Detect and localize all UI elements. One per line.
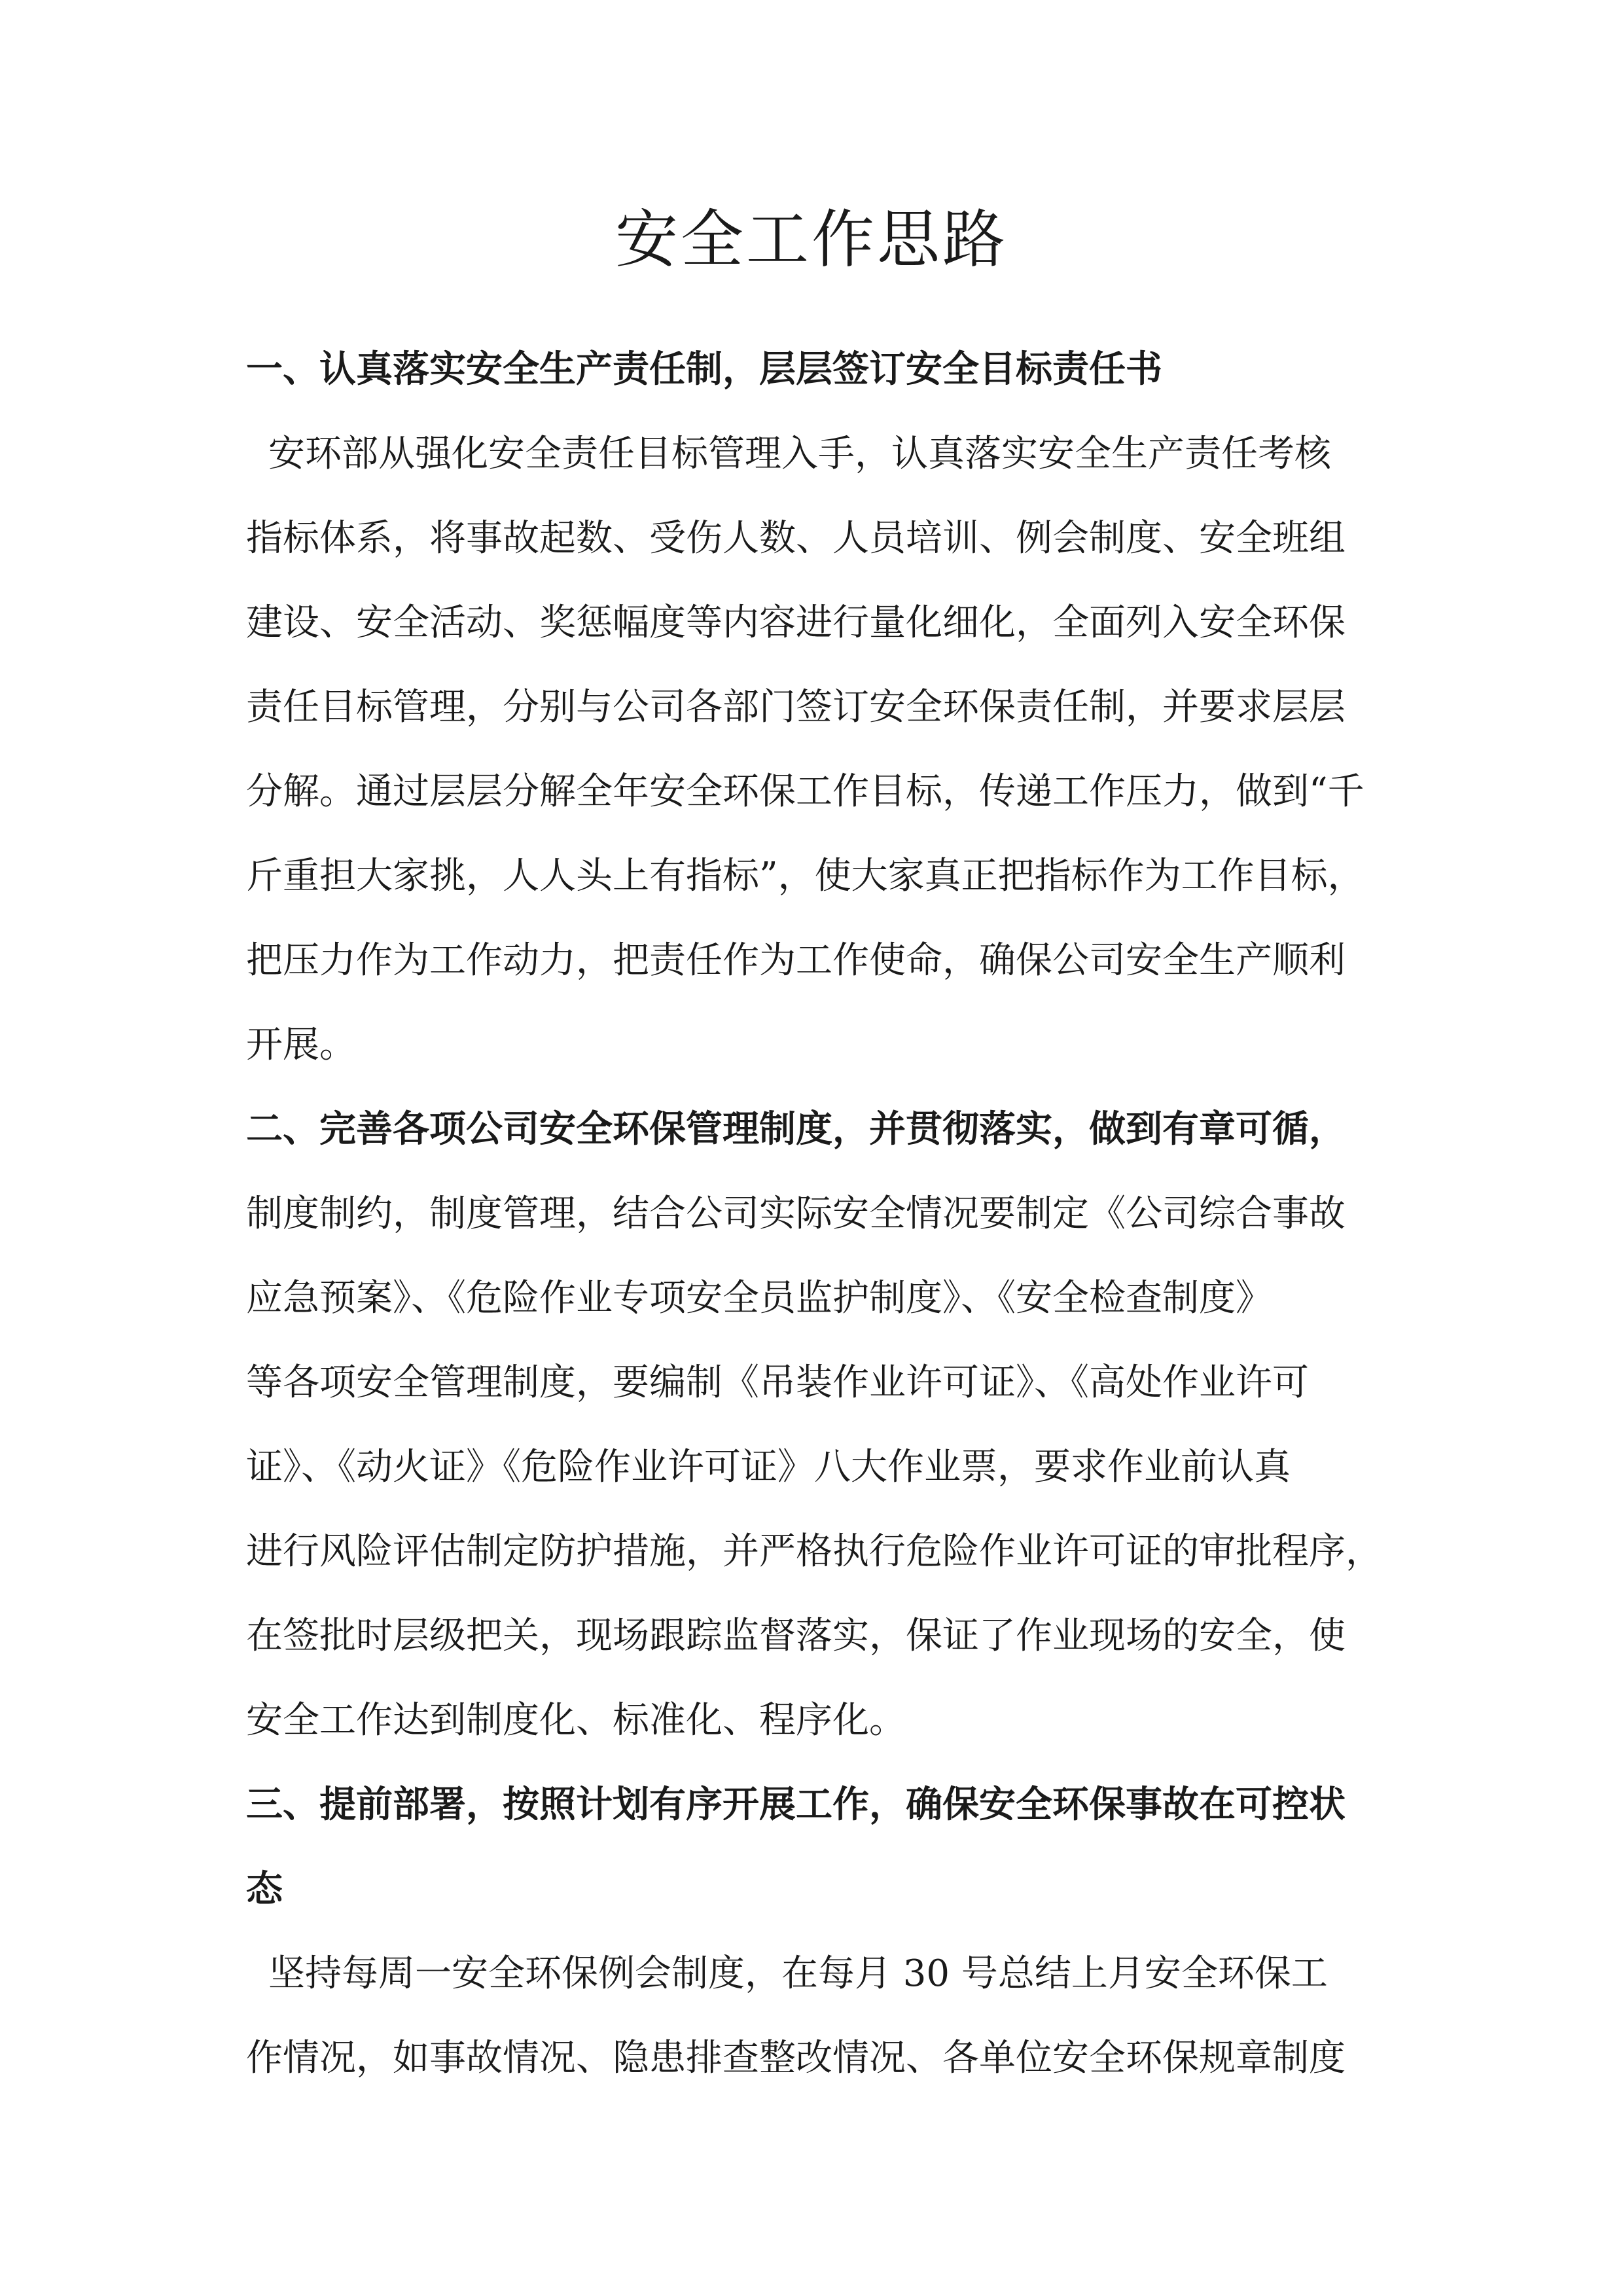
section-2: [246, 1087, 1404, 1763]
paragraph-line: 制度制约，制度管理，结合公司实际安全情况要制定《公司综合事故: [246, 1193, 1346, 1235]
section-3-heading: 态: [246, 1867, 283, 1910]
section-3-heading: 三、提前部署，按照计划有序开展工作，确保安全环保事故在可控状: [246, 1783, 1346, 1826]
section-1-heading: 一、认真落实安全生产责任制，层层签订安全目标责任书: [246, 348, 1162, 391]
section-1: [246, 327, 1404, 1087]
paragraph-line: 安全工作达到制度化、标准化、程序化。: [246, 1699, 906, 1742]
paragraph-line: 指标体系，将事故起数、受伤人数、人员培训、例会制度、安全班组: [246, 517, 1346, 560]
document-title: 安全工作思路: [615, 203, 1008, 276]
paragraph-line: 坚持每周一安全环保例会制度，在每月 30 号总结上月安全环保工: [268, 1952, 1328, 1995]
paragraph-line: 安环部从强化安全责任目标管理入手，认真落实安全生产责任考核: [268, 433, 1331, 475]
paragraph-line: 应急预案》、《危险作业专项安全员监护制度》、《安全检查制度》: [246, 1277, 1272, 1319]
paragraph-line: 斤重担大家挑，人人头上有指标”，使大家真正把指标作为工作目标，: [246, 855, 1364, 897]
section-2-heading: 二、完善各项公司安全环保管理制度，并贯彻落实，做到有章可循，: [246, 1107, 1346, 1151]
paragraph-line: 作情况，如事故情况、隐患排查整改情况、各单位安全环保规章制度: [246, 2037, 1346, 2079]
section-3: [246, 1763, 1404, 2100]
paragraph-line: 分解。通过层层分解全年安全环保工作目标，传递工作压力，做到“千: [246, 770, 1364, 813]
paragraph-line: 建设、安全活动、奖惩幅度等内容进行量化细化，全面列入安全环保: [246, 601, 1346, 644]
paragraph-line: 进行风险评估制定防护措施，并严格执行危险作业许可证的审批程序，: [246, 1530, 1382, 1573]
paragraph-line: 在签批时层级把关，现场跟踪监督落实，保证了作业现场的安全，使: [246, 1615, 1346, 1657]
paragraph-line: 等各项安全管理制度，要编制《吊装作业许可证》、《高处作业许可: [246, 1361, 1309, 1404]
paragraph-line: 证》、《动火证》《危险作业许可证》八大作业票，要求作业前认真: [246, 1446, 1291, 1488]
paragraph-line: 责任目标管理，分别与公司各部门签订安全环保责任制，并要求层层: [246, 686, 1346, 728]
paragraph-line: 把压力作为工作动力，把责任作为工作使命，确保公司安全生产顺利: [246, 939, 1346, 982]
paragraph-line: 开展。: [246, 1024, 356, 1066]
document-body: [246, 327, 1404, 2100]
